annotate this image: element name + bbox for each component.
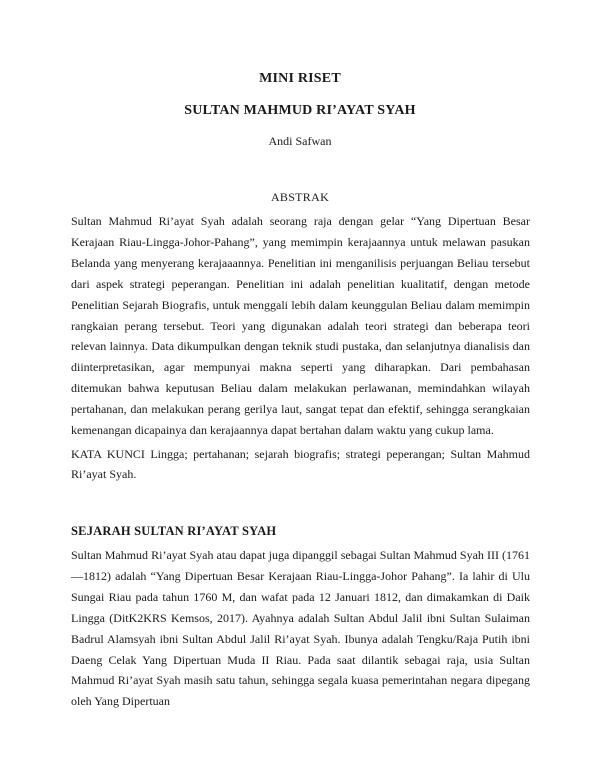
section-paragraph: Sultan Mahmud Ri’ayat Syah atau dapat juga dipanggil sebagai Sultan Mahmud Syah III (1761—1812) adalah “Yang Dipertuan Besar Kerajaan Riau-Lingga-Johor Pahang”. Ia lahir di Ulu Sungai Riau pada tahun 1760 M, dan wafat pada 12 Januari 1812, dan dimakamkan di Daik Lingga (DitK2KRS Kemsos, 2017). Ayahnya adalah Sultan Abdul Jalil ibni Sultan Sulaiman Badrul Alamsyah ibni Sultan Abdul Jalil Ri’ayat Syah. Ibunya adalah Tengku/Raja Putih ibni Daeng Celak Yang Dipertuan Muda II Riau. Pada saat dilantik sebagai raja, usia Sultan Mahmud Ri’ayat Syah masih satu tahun, sehingga segala kuasa pemerintahan negara dipegang oleh Yang Dipertuan [71,548,530,709]
author-name: Andi Safwan [268,134,332,148]
abstract-heading: ABSTRAK [270,190,330,204]
abstract-paragraph: Sultan Mahmud Ri’ayat Syah adalah seorang raja dengan gelar “Yang Dipertuan Besar Kerajaan Riau-Lingga-Johor-Pahang”, yang memimpin kerajaannya untuk melawan pasukan Belanda yang menyerang kerajaaannya. Penelitian ini menganilisis perjuangan Beliau tersebut dari aspek strategi peperangan. Penelitian ini adalah penelitian kualitatif, dengan metode Penelitian Sejarah Biografis, untuk menggali lebih dalam keunggulan Beliau dalam memimpin rangkaian perang tersebut. Teori yang digunakan adalah teori strategi dan beberapa teori relevan lainnya. Data dikumpulkan dengan teknik studi pustaka, dan selanjutnya dianalisis dan diinterpretasikan, agar mempunyai makna seperti yang diharapkan. Dari pembahasan ditemukan bahwa keputusan Beliau dalam melakukan perlawanan, memindahkan wilayah pertahanan, dan melakukan perang gerilya laut, sangat tepat dan efektif, sehingga serangkaian kemenangan dicapainya dan kerajaannya dapat bertahan dalam waktu yang cukup lama. [71,214,530,438]
document-title: MINI RISET [259,71,341,86]
section-heading: SEJARAH SULTAN RI’AYAT SYAH [71,524,277,538]
document-subtitle: SULTAN MAHMUD RI’AYAT SYAH [184,103,416,118]
keywords-paragraph: KATA KUNCI Lingga; pertahanan; sejarah biografis; strategi peperangan; Sultan Mahmud Ri’ayat Syah. [71,447,530,481]
